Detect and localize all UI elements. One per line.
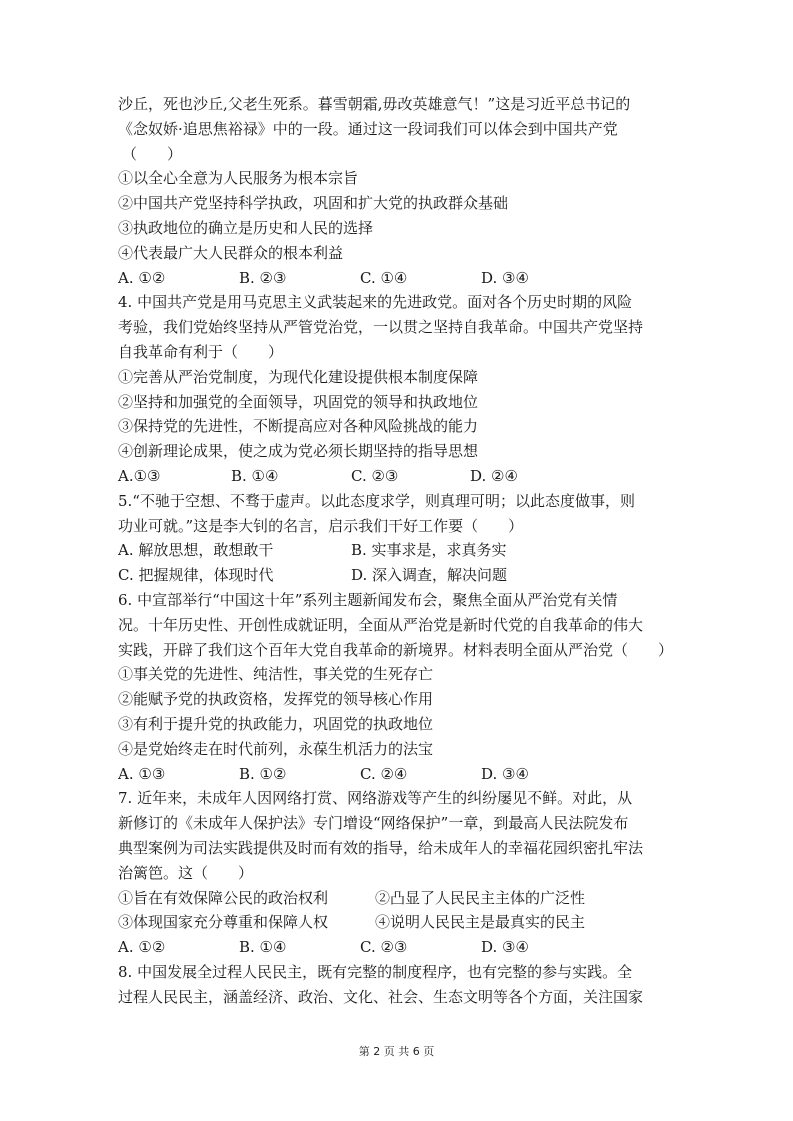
statement-item: ③保持党的先进性，不断提高应对各种风险挑战的能力 bbox=[118, 417, 479, 436]
question-stem-line: 治篱笆。这（ ） bbox=[118, 863, 254, 882]
option-b: B. ①④ bbox=[239, 938, 287, 957]
answer-options bbox=[118, 464, 684, 489]
question-stem-line: 8. 中国发展全过程人民民主，既有完整的制度程序，也有完整的参与实践。全 bbox=[118, 962, 633, 981]
option-b: B. ①④ bbox=[231, 466, 279, 485]
question-stem-line: 过程人民民主，涵盖经济、政治、文化、社会、生态文明等各个方面，关注国家 bbox=[118, 987, 644, 1006]
question-8 bbox=[118, 960, 684, 1010]
question-stem-line: 4. 中国共产党是用马克思主义武装起来的先进政党。面对各个历史时期的风险 bbox=[118, 293, 633, 312]
option-c: C. ②③ bbox=[360, 938, 408, 957]
option-c: C. ①④ bbox=[360, 268, 408, 287]
statement-item: ②能赋予党的执政资格，发挥党的领导核心作用 bbox=[118, 690, 434, 709]
statement-item: ①完善从严治党制度，为现代化建设提供根本制度保障 bbox=[118, 367, 479, 386]
option-c: C. ②③ bbox=[351, 466, 399, 485]
statement-item: ③有利于提升党的执政能力，巩固党的执政地位 bbox=[118, 714, 434, 733]
statement-item: ④说明人民民主是最真实的民主 bbox=[375, 913, 586, 932]
page-content bbox=[118, 92, 684, 1009]
statement-item: ③体现国家充分尊重和保障人权 bbox=[118, 913, 329, 932]
question-7 bbox=[118, 786, 684, 960]
question-stem-line: 况。十年历史性、开创性成就证明，全面从严治党是新时代党的自我革命的伟大 bbox=[118, 615, 644, 634]
statement-row bbox=[118, 910, 684, 935]
question-stem-line: 5.“不驰于空想、不骛于虚声。以此态度求学，则真理可明；以此态度做事，则 bbox=[118, 491, 635, 510]
option-a: A.①③ bbox=[118, 466, 161, 485]
question-stem-line: 实践，开辟了我们这个百年大党自我革命的新境界。材料表明全面从严治党（ ） bbox=[118, 640, 674, 659]
option-b: B. 实事求是，求真务实 bbox=[351, 541, 507, 560]
question-stem-line: 7. 近年来，未成年人因网络打赏、网络游戏等产生的纠纷屡见不鲜。对此，从 bbox=[118, 789, 633, 808]
option-d: D. ③④ bbox=[481, 268, 529, 287]
statement-item: ③执政地位的确立是历史和人民的选择 bbox=[118, 218, 374, 237]
option-c: C. ②④ bbox=[360, 764, 408, 783]
statement-item: ①以全心全意为人民服务为根本宗旨 bbox=[118, 169, 359, 188]
answer-options bbox=[118, 538, 684, 563]
option-d: D. ③④ bbox=[481, 938, 529, 957]
question-3 bbox=[118, 92, 684, 290]
option-d: D. ②④ bbox=[470, 466, 518, 485]
statement-row bbox=[118, 886, 684, 911]
option-a: A. ①③ bbox=[118, 764, 166, 783]
answer-options bbox=[118, 762, 684, 787]
option-d: D. 深入调查，解决问题 bbox=[351, 566, 508, 585]
option-b: B. ②③ bbox=[239, 268, 287, 287]
statement-item: ②坚持和加强党的全面领导，巩固党的领导和执政地位 bbox=[118, 392, 479, 411]
question-stem-line: 典型案例为司法实践提供及时而有效的指导，给未成年人的幸福花园织密扎牢法 bbox=[118, 838, 644, 857]
answer-options bbox=[118, 563, 684, 588]
answer-options bbox=[118, 266, 684, 291]
question-stem-line: 自我革命有利于（ ） bbox=[118, 342, 284, 361]
question-5 bbox=[118, 489, 684, 588]
question-stem-line: 《念奴娇·追思焦裕禄》中的一段。通过这一段词我们可以体会到中国共产党 bbox=[118, 119, 618, 138]
question-stem-line: 功业可就。”这是李大钊的名言，启示我们干好工作要（ ） bbox=[118, 516, 524, 535]
statement-item: ④创新理论成果，使之成为党必须长期坚持的指导思想 bbox=[118, 442, 479, 461]
statement-item: ④是党始终走在时代前列，永葆生机活力的法宝 bbox=[118, 739, 434, 758]
statement-item: ②凸显了人民民主主体的广泛性 bbox=[375, 888, 586, 907]
question-stem-line: （ ） bbox=[122, 144, 183, 163]
page-number-footer: 第 2 页 共 6 页 bbox=[358, 1045, 435, 1058]
answer-options bbox=[118, 935, 684, 960]
option-b: B. ①② bbox=[239, 764, 287, 783]
question-stem-line: 6. 中宣部举行“中国这十年”系列主题新闻发布会，聚焦全面从严治党有关情 bbox=[118, 590, 618, 609]
question-stem-line: 沙丘，死也沙丘,父老生死系。暮雪朝霜,毋改英雄意气！”这是习近平总书记的 bbox=[118, 95, 631, 113]
statement-item: ②中国共产党坚持科学执政，巩固和扩大党的执政群众基础 bbox=[118, 194, 509, 213]
statement-item: ①事关党的先进性、纯洁性，事关党的生死存亡 bbox=[118, 665, 434, 684]
question-stem-line: 考验，我们党始终坚持从严管党治党，一以贯之坚持自我革命。中国共产党坚持 bbox=[118, 318, 644, 337]
option-c: C. 把握规律，体现时代 bbox=[118, 566, 274, 585]
question-6 bbox=[118, 588, 684, 786]
option-a: A. ①② bbox=[118, 268, 166, 287]
option-a: A. ①② bbox=[118, 938, 166, 957]
question-stem-line: 新修订的《未成年人保护法》专门增设“网络保护”一章，到最高人民法院发布 bbox=[118, 814, 629, 833]
question-4 bbox=[118, 290, 684, 488]
statement-item: ①旨在有效保障公民的政治权利 bbox=[118, 888, 329, 907]
statement-item: ④代表最广大人民群众的根本利益 bbox=[118, 243, 344, 262]
option-d: D. ③④ bbox=[481, 764, 529, 783]
option-a: A. 解放思想，敢想敢干 bbox=[118, 541, 274, 560]
